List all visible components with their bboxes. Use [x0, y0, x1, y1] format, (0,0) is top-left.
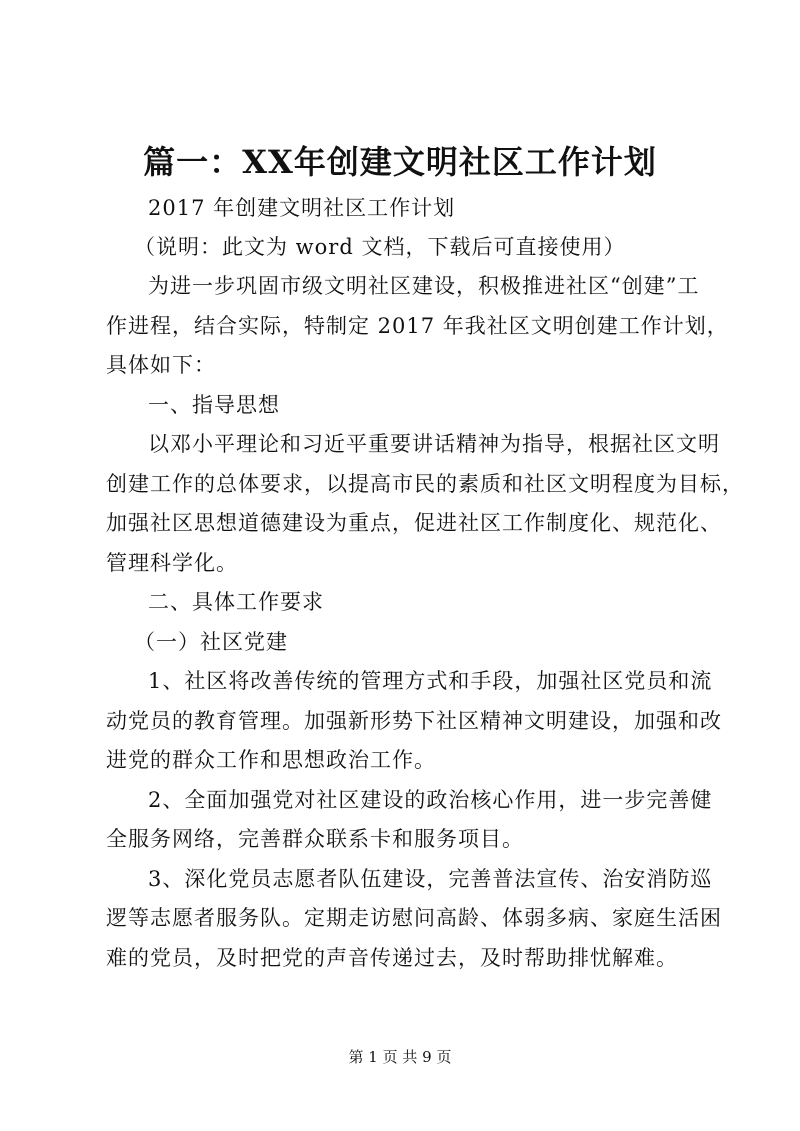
paragraph-line: 1、社区将改善传统的管理方式和手段，加强社区党员和流 — [148, 669, 713, 693]
paragraph-line: 创建工作的总体要求，以提高市民的素质和社区文明程度为目标， — [106, 472, 744, 496]
paragraph-line: 3、深化党员志愿者队伍建设，完善普法宣传、治安消防巡 — [148, 867, 713, 891]
paragraph-line: 进党的群众工作和思想政治工作。 — [106, 748, 436, 772]
note-line: （说明：此文为 word 文档，下载后可直接使用） — [134, 235, 626, 259]
paragraph-line: 为进一步巩固市级文明社区建设，积极推进社区“创建”工 — [148, 274, 700, 298]
paragraph-line: 难的党员，及时把党的声音传递过去，及时帮助排忧解难。 — [106, 946, 678, 970]
paragraph-line: 作进程，结合实际，特制定 2017 年我社区文明创建工作计划， — [106, 314, 729, 338]
paragraph-line: 全服务网络，完善群众联系卡和服务项目。 — [106, 827, 524, 851]
paragraph-line: 逻等志愿者服务队。定期走访慰问高龄、体弱多病、家庭生活困 — [106, 906, 722, 930]
paragraph-line: 动党员的教育管理。加强新形势下社区精神文明建设，加强和改 — [106, 709, 722, 733]
paragraph-line: 具体如下： — [106, 353, 216, 377]
paragraph-line: 加强社区思想道德建设为重点，促进社区工作制度化、规范化、 — [106, 511, 722, 535]
subtitle-line: 2017 年创建文明社区工作计划 — [148, 196, 456, 220]
document-title: 篇一：XX年创建文明社区工作计划 — [143, 143, 657, 181]
subsection-heading: （一）社区党建 — [134, 630, 288, 654]
page-footer: 第 1 页 共 9 页 — [348, 1048, 452, 1066]
section-heading: 二、具体工作要求 — [148, 590, 324, 614]
section-heading: 一、指导思想 — [148, 393, 280, 417]
paragraph-line: 2、全面加强党对社区建设的政治核心作用，进一步完善健 — [148, 788, 713, 812]
paragraph-line: 以邓小平理论和习近平重要讲话精神为指导，根据社区文明 — [148, 432, 720, 456]
paragraph-line: 管理科学化。 — [106, 551, 238, 575]
